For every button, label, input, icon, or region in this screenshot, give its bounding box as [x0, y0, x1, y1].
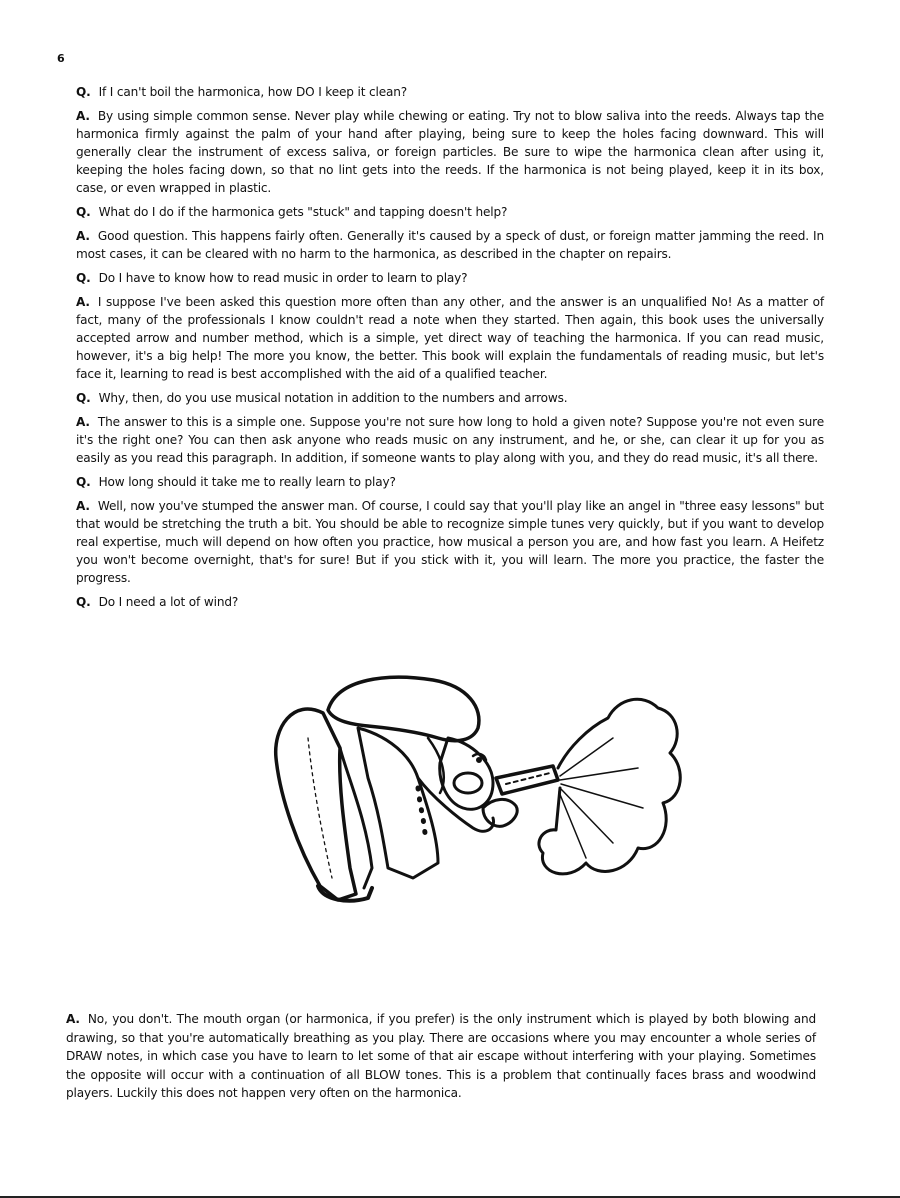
- question: [76, 593, 824, 611]
- answer-text: Well, now you've stumped the answer man. Of course, I could say that you'll play like an angel in "three easy lessons" but that would be stretching the truth a bit. You should be able to recognize simple tunes very quickly, but if you want to develop real expertise, much will depend on how often you practice, how musical a person you are, and how fast you learn. A Heifetz you won't become overnight, that's for sure! But if you stick with it, you will learn. The more you practice, the faster the progress.: [76, 499, 824, 585]
- answer-label: A.: [76, 295, 90, 309]
- answer: [76, 107, 824, 197]
- question-label: Q.: [76, 475, 91, 489]
- answer: [76, 497, 824, 587]
- question-label: Q.: [76, 391, 91, 405]
- legs: [276, 709, 356, 900]
- answer: [76, 413, 824, 467]
- question-text: How long should it take me to really learn to play?: [98, 475, 396, 489]
- answer-label: A.: [76, 499, 90, 513]
- question-text: What do I do if the harmonica gets "stuck" and tapping doesn't help?: [98, 205, 508, 219]
- nose: [454, 773, 482, 793]
- answer-label: A.: [76, 109, 90, 123]
- page-number: 6: [57, 52, 65, 65]
- question-label: Q.: [76, 205, 91, 219]
- hand: [483, 799, 517, 826]
- harmonica: [496, 766, 558, 794]
- question-label: Q.: [76, 595, 91, 609]
- answer-text: I suppose I've been asked this question more often than any other, and the answer is an unqualified No! As a matter of fact, many of the professionals I know couldn't read a note when they started. Then again, this book uses the universally accepted arrow and number method, which is a simple, yet direct way of teaching the harmonica. If you can read music, however, it's a big help! The more you know, the better. This book will explain the fundamentals of reading music, but let's face it, learning to read is best accomplished with the aid of a qualified teacher.: [76, 295, 824, 381]
- question: [76, 389, 824, 407]
- answer: [76, 293, 824, 383]
- question-label: Q.: [76, 85, 91, 99]
- question: [76, 269, 824, 287]
- answer-text: No, you don't. The mouth organ (or harmonica, if you prefer) is the only instrument which is played by both blowing and drawing, so that you're automatically breathing as you play. There are occasions where you may encounter a whole series of DRAW notes, in which case you have to learn to let some of that air escape without interfering with your playing. Sometimes the opposite will occur with a continuation of all BLOW tones. This is a problem that continually faces brass and woodwind players. Luckily this does not happen very often on the harmonica.: [66, 1012, 816, 1101]
- question: [76, 83, 824, 101]
- answer-text: The answer to this is a simple one. Suppose you're not sure how long to hold a given note? Suppose you're not even sure it's the right one? You can then ask anyone who reads music on any instrument, and he, or she, can clear it up for you as easily as you read this paragraph. In addition, if someone wants to play along with you, and they do read music, it's all there.: [76, 415, 824, 465]
- qa-section: [76, 83, 824, 617]
- answer-text: Good question. This happens fairly often. Generally it's caused by a speck of dust, or foreign matter jamming the reed. In most cases, it can be cleared with no harm to the harmonica, as described in the chapter on repairs.: [76, 229, 824, 261]
- question: [76, 203, 824, 221]
- question-text: If I can't boil the harmonica, how DO I keep it clean?: [98, 85, 408, 99]
- question-text: Why, then, do you use musical notation in addition to the numbers and arrows.: [98, 391, 568, 405]
- question-label: Q.: [76, 271, 91, 285]
- harmonica-player-illustration: [268, 668, 688, 923]
- question: [76, 473, 824, 491]
- hair: [328, 677, 479, 741]
- answer-label: A.: [76, 229, 90, 243]
- answer: [76, 227, 824, 263]
- question-text: Do I have to know how to read music in order to learn to play?: [98, 271, 468, 285]
- answer-text: By using simple common sense. Never play while chewing or eating. Try not to blow saliva into the reeds. Always tap the harmonica firmly against the palm of your hand after playing, being sure to keep the holes facing downward. This will generally clear the instrument of excess saliva, or foreign particles. Be sure to wipe the harmonica clean after using it, keeping the holes facing down, so that no lint gets into the reeds. If the harmonica is not being played, keep it in its box, case, or even wrapped in plastic.: [76, 109, 824, 195]
- air-cloud: [539, 699, 680, 874]
- air-lines: [559, 738, 643, 858]
- question-text: Do I need a lot of wind?: [98, 595, 239, 609]
- pupil: [477, 758, 482, 763]
- trouser-seam: [308, 738, 332, 878]
- final-answer: [66, 1010, 816, 1103]
- answer-label: A.: [76, 415, 90, 429]
- answer-label: A.: [66, 1012, 80, 1027]
